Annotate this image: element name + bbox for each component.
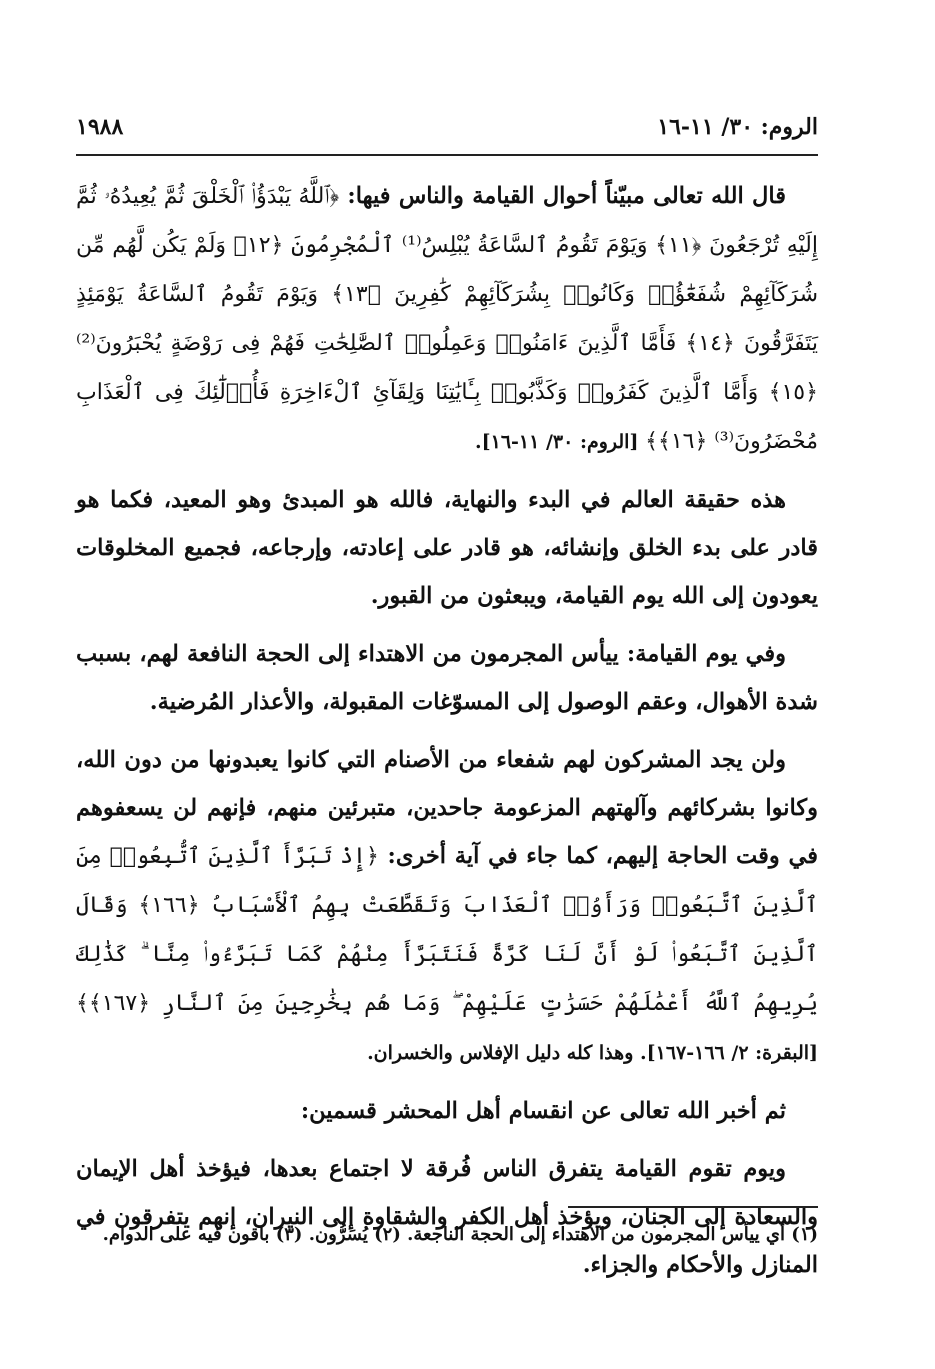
footnote-divider — [568, 1206, 818, 1208]
verse-reference: [البقرة: ٢/ ١٦٦-١٦٧]. وهذا كله دليل الإفلاس والخسران. — [367, 1042, 818, 1064]
paragraph: ثم أخبر الله تعالى عن انقسام أهل المحشر قسمين: — [300, 1098, 786, 1124]
paragraph: هذه حقيقة العالم في البدء والنهاية، فالله هو المبدئ وهو المعيد، فكما هو قادر على بدء الخلق وإنشائه، هو قادر على إعادته، وإرجاعه، فجميع المخلوقات يعودون إلى الله يوم القيامة، ويبعثون من القبور. — [76, 487, 818, 609]
paragraph-quran-rum — [76, 172, 818, 466]
page-body — [76, 172, 818, 1299]
paragraph-quran-baqarah — [76, 736, 818, 1077]
paragraph: ويوم تقوم القيامة يتفرق الناس فُرقة لا اجتماع بعدها، فيؤخذ أهل الإيمان والسعادة إلى الجنان، ويؤخذ أهل الكفر والشقاوة إلى النيران، إنهم يتفرقون في المنازل والأحكام والجزاء. — [76, 1156, 818, 1278]
paragraph-intro: ولن يجد المشركون لهم شفعاء من الأصنام التي كانوا يعبدونها من دون الله، وكانوا بشركائهم وآلهتهم المزعومة جاحدين، متبرئين منهم، فإنهم لن يسعفوهم في وقت الحاجة إليهم، كما جاء في آية أخرى: — [76, 747, 818, 869]
running-title: الروم: ٣٠/ ١١-١٦ — [657, 114, 818, 140]
paragraph-intro: قال الله تعالى مبيّناً أحوال القيامة والناس فيها: — [339, 183, 786, 209]
quran-verse: ﴿إِذْ تَبَرَّأَ ٱلَّذِينَ ٱتُّبِعُوا۟ مِنَ ٱلَّذِينَ ٱتَّبَعُوا۟ وَرَأَوُا۟ ٱلْعَذَابَ وَتَقَطَّعَتْ بِهِمُ ٱلْأَسْبَابُ ﴿١٦٦﴾ وَقَالَ ٱلَّذِينَ ٱتَّبَعُوا۟ لَوْ أَنَّ لَنَا كَرَّةً فَنَتَبَرَّأَ مِنْهُمْ كَمَا تَبَرَّءُوا۟ مِنَّا ۗ كَذَٰلِكَ يُرِيهِمُ ٱللَّهُ أَعْمَٰلَهُمْ حَسَرَٰتٍ عَلَيْهِمْ ۖ وَمَا هُم بِخَٰرِجِينَ مِنَ ٱلنَّارِ ﴿١٦٧﴾﴾ — [76, 844, 818, 1016]
page-header — [76, 108, 818, 156]
page-number: ١٩٨٨ — [76, 114, 124, 140]
verse-reference: [الروم: ٣٠/ ١١-١٦]. — [475, 431, 646, 453]
book-page — [76, 108, 818, 1288]
footnotes: (١) أي ييأس المجرمون من الاهتداء إلى الحجة الناجعة. (٢) يُسَرُّون. (٣) باقون فيه على الدوام. — [102, 1224, 818, 1245]
quran-verse: ﴿ٱللَّهُ يَبْدَؤُا۟ ٱلْخَلْقَ ثُمَّ يُعِيدُهُۥ ثُمَّ إِلَيْهِ تُرْجَعُونَ ﴿١١﴾ وَيَوْمَ تَقُومُ ٱلسَّاعَةُ يُبْلِسُ⁽¹⁾ ٱلْمُجْرِمُونَ ﴿١٢﴾ وَلَمْ يَكُن لَّهُم مِّن شُرَكَآئِهِمْ شُفَعَٰٓؤُا۟ وَكَانُوا۟ بِشُرَكَآئِهِمْ كَٰفِرِينَ ﴿١٣﴾ وَيَوْمَ تَقُومُ ٱلسَّاعَةُ يَوْمَئِذٍ يَتَفَرَّقُونَ ﴿١٤﴾ فَأَمَّا ٱلَّذِينَ ءَامَنُوا۟ وَعَمِلُوا۟ ٱلصَّٰلِحَٰتِ فَهُمْ فِى رَوْضَةٍ يُحْبَرُونَ⁽²⁾ ﴿١٥﴾ وَأَمَّا ٱلَّذِينَ كَفَرُوا۟ وَكَذَّبُوا۟ بِـَٔايَٰتِنَا وَلِقَآئِ ٱلْءَاخِرَةِ فَأُو۟لَٰٓئِكَ فِى ٱلْعَذَابِ مُحْضَرُونَ⁽³⁾ ﴿١٦﴾﴾ — [76, 184, 819, 454]
paragraph: وفي يوم القيامة: ييأس المجرمون من الاهتداء إلى الحجة النافعة لهم، بسبب شدة الأهوال، وعقم الوصول إلى المسوّغات المقبولة، والأعذار المُرضية. — [76, 641, 818, 715]
